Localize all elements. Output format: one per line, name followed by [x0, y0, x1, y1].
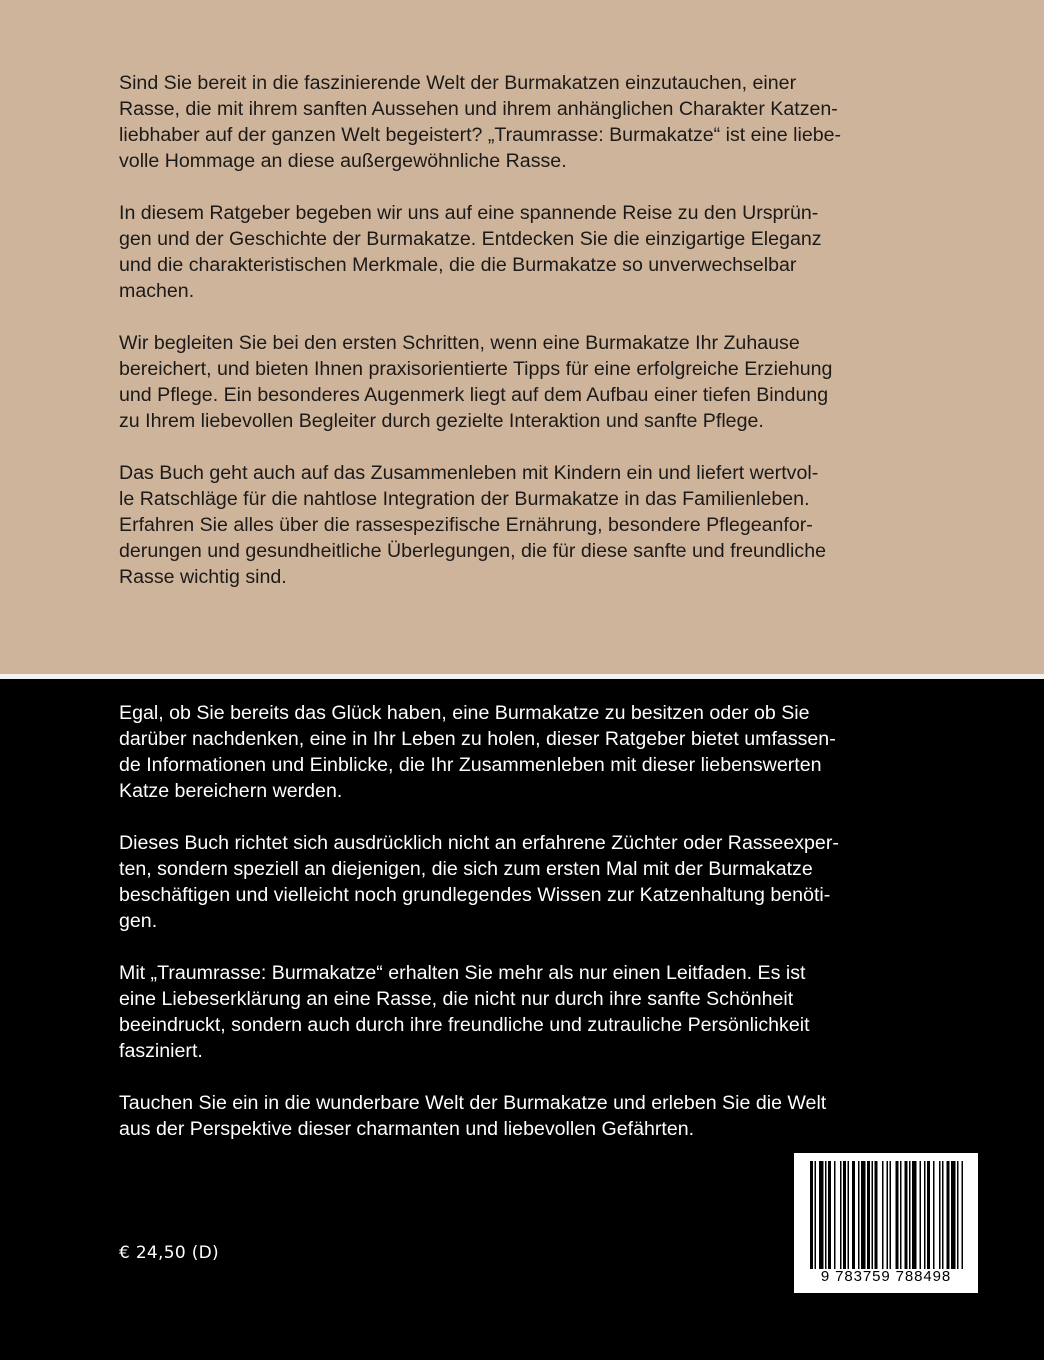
barcode-bar [834, 1161, 836, 1269]
barcode-bar [957, 1161, 959, 1269]
barcode-bar [867, 1161, 870, 1269]
bottom-description [119, 700, 919, 1168]
back-cover-bottom-panel [0, 679, 1044, 1360]
barcode-bar [828, 1161, 831, 1269]
bottom-paragraph-1: Egal, ob Sie bereits das Glück haben, eine Burmakatze zu besitzen oder ob Sie darüber nachdenken, eine in Ihr Leben zu holen, dieser Ratgeber bietet umfassen- de Informationen und Einblicke, die Ihr Zusammenleben mit dieser liebenswerten Katze bereichern werden. [119, 702, 836, 802]
barcode-bar [852, 1161, 855, 1269]
barcode-bars-icon [794, 1153, 978, 1269]
top-paragraph-2: In diesem Ratgeber begeben wir uns auf eine spannende Reise zu den Ursprün- gen und der Geschichte der Burmakatze. Entdecken Sie die einzigartige Eleganz und die charakteristischen Merkmale, die die Burmakatze so unverwechselbar machen. [119, 202, 822, 302]
barcode-bar [858, 1161, 860, 1269]
barcode-number: 9 783759 788498 [820, 1268, 952, 1285]
top-paragraph-4: Das Buch geht auch auf das Zusammenleben mit Kindern ein und liefert wertvol- le Ratschläge für die nahtlose Integration der Burmakatze in das Familienleben. Erfahren Sie alles über die rassespezifische Ernährung, besondere Pflegeanfor- derungen und gesundheitliche Überlegungen, die für diese sanfte und freundliche Rasse wichtig sind. [119, 462, 826, 588]
barcode-bar [947, 1161, 950, 1269]
back-cover-top-panel [0, 0, 1044, 674]
isbn-barcode [794, 1153, 978, 1293]
barcode-bar [900, 1161, 902, 1269]
barcode-bar [905, 1161, 908, 1269]
barcode-bar [962, 1161, 964, 1269]
barcode-bar [896, 1161, 899, 1269]
barcode-bar [927, 1161, 930, 1269]
barcode-bar [920, 1161, 922, 1269]
price-label: € 24,50 (D) [119, 1243, 219, 1263]
top-paragraph-1: Sind Sie bereit in die faszinierende Welt der Burmakatzen einzutauchen, einer Rasse, die mit ihrem sanften Aussehen und ihrem anhänglichen Charakter Katzen- liebhaber auf der ganzen Welt begeistert? „Traumrasse: Burmakatze“ ist eine liebe- volle Hommage an diese außergewöhnliche Rasse. [119, 72, 842, 172]
barcode-bar [875, 1161, 878, 1269]
barcode-bar [912, 1161, 917, 1269]
barcode-bar [951, 1161, 956, 1269]
barcode-bar [861, 1161, 866, 1269]
barcode-bar [933, 1161, 935, 1269]
barcode-bar [810, 1161, 813, 1269]
barcode-bar [825, 1161, 827, 1269]
barcode-bar [939, 1161, 941, 1269]
barcode-bar [887, 1161, 889, 1269]
barcode-bar [815, 1161, 817, 1269]
barcode-bar [840, 1161, 842, 1269]
barcode-bar [890, 1161, 892, 1269]
barcode-bar [882, 1161, 884, 1269]
barcode-bar [924, 1161, 926, 1269]
barcode-bar [848, 1161, 850, 1269]
barcode-bar [942, 1161, 944, 1269]
bottom-paragraph-2: Dieses Buch richtet sich ausdrücklich nicht an erfahrene Züchter oder Rasseexper- ten, sondern speziell an diejenigen, die sich zum ersten Mal mit der Burmakatze beschäftigen und vielleicht noch grundlegendes Wissen zur Katzenhaltung benöti- gen. [119, 832, 839, 932]
top-description [119, 70, 919, 616]
barcode-bar [819, 1161, 824, 1269]
bottom-paragraph-3: Mit „Traumrasse: Burmakatze“ erhalten Sie mehr als nur einen Leitfaden. Es ist eine Liebeserklärung an eine Rasse, die nicht nur durch ihre sanfte Schönheit beeindruckt, sondern auch durch ihre freundliche und zutrauliche Persönlichkeit fasziniert. [119, 962, 810, 1062]
barcode-bar [843, 1161, 846, 1269]
top-paragraph-3: Wir begleiten Sie bei den ersten Schritten, wenn eine Burmakatze Ihr Zuhause bereichert, und bieten Ihnen praxisorientierte Tipps für eine erfolgreiche Erziehung und Pflege. Ein besonderes Augenmerk liegt auf dem Aufbau einer tiefen Bindung zu Ihrem liebevollen Begleiter durch gezielte Interaktion und sanfte Pflege. [119, 332, 833, 432]
barcode-bar [909, 1161, 911, 1269]
bottom-paragraph-4: Tauchen Sie ein in die wunderbare Welt der Burmakatze und erleben Sie die Welt aus der Perspektive dieser charmanten und liebevollen Gefährten. [119, 1092, 827, 1140]
barcode-bar [872, 1161, 874, 1269]
